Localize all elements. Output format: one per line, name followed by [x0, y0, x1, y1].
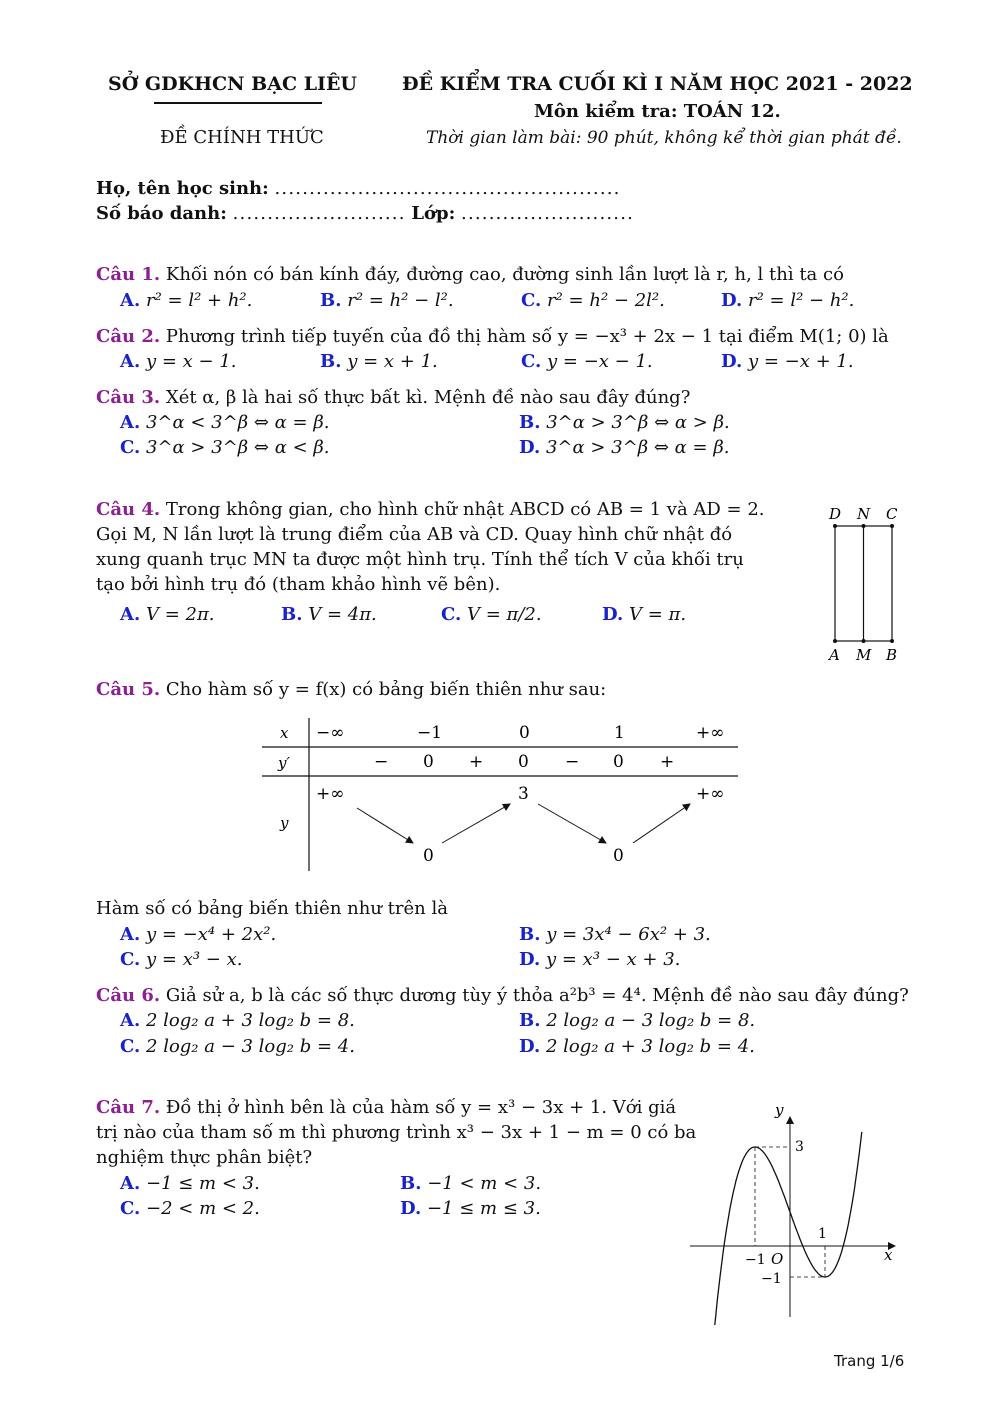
- option-key: C.: [521, 351, 542, 372]
- cubic-graph: [685, 1095, 905, 1325]
- question-text: Xét α, β là hai số thực bất kì. Mệnh đề nào sau đây đúng?: [165, 387, 691, 408]
- table-x-label: x: [280, 724, 289, 742]
- sign: −: [374, 752, 389, 772]
- option-value: y = x³ − x + 3.: [545, 949, 681, 970]
- arrow-down: [357, 808, 413, 843]
- option-value: V = π/2.: [467, 604, 542, 625]
- option-row: [120, 948, 242, 972]
- question-text: Cho hàm số y = f(x) có bảng biến thiên như sau:: [165, 679, 607, 700]
- option-value: −1 ≤ m < 3.: [145, 1173, 260, 1194]
- y-value: 3: [518, 784, 529, 804]
- option-row: [721, 350, 854, 374]
- option-row: [519, 948, 680, 972]
- option-row: [602, 603, 686, 627]
- option-value: −1 ≤ m ≤ 3.: [426, 1198, 541, 1219]
- option-key: A.: [120, 412, 141, 433]
- cubic-curve: [715, 1132, 862, 1325]
- option-key: C.: [120, 1198, 141, 1219]
- option-row: [120, 1035, 355, 1059]
- y-value: +∞: [696, 784, 725, 804]
- option-row: [721, 289, 854, 313]
- option-row: [120, 436, 330, 460]
- option-value: r² = h² − 2l².: [547, 290, 665, 311]
- option-row: [320, 289, 454, 313]
- option-row: [519, 923, 711, 947]
- table-dy-label: y′: [278, 754, 290, 772]
- question-label: Câu 2.: [96, 326, 161, 347]
- option-row: [120, 289, 252, 313]
- question-label: Câu 1.: [96, 264, 161, 285]
- student-id-row: [96, 202, 634, 226]
- sign: −: [565, 752, 580, 772]
- point-c: [890, 524, 894, 528]
- option-row: [521, 289, 665, 313]
- option-value: −1 < m < 3.: [427, 1173, 542, 1194]
- option-value: 3^α < 3^β ⇔ α = β.: [145, 412, 330, 433]
- y-value: 0: [423, 846, 434, 866]
- question-4: [96, 498, 765, 522]
- arrow-up: [633, 804, 690, 843]
- option-value: 2 log₂ a + 3 log₂ b = 8.: [145, 1010, 355, 1031]
- option-key: A.: [120, 604, 141, 625]
- option-row: [281, 603, 377, 627]
- label-b: B: [886, 646, 898, 664]
- label-m: M: [856, 646, 872, 664]
- arrow-up: [442, 804, 510, 843]
- question-text: Giả sử a, b là các số thực dương tùy ý thỏa a²b³ = 4⁴. Mệnh đề nào sau đây đúng?: [165, 985, 909, 1006]
- school-department: SỞ GDKHCN BẠC LIÊU: [108, 73, 357, 95]
- official-label: ĐỀ CHÍNH THỨC: [160, 127, 324, 148]
- sign: +: [469, 752, 484, 772]
- option-value: y = −x⁴ + 2x².: [145, 924, 277, 945]
- option-value: V = 2π.: [145, 604, 215, 625]
- tick-minus-1-y: −1: [761, 1271, 782, 1287]
- option-row: [521, 350, 653, 374]
- point-n: [862, 524, 866, 528]
- question-5: [96, 678, 606, 702]
- exam-title: ĐỀ KIỂM TRA CUỐI KÌ I NĂM HỌC 2021 - 2022: [402, 73, 913, 95]
- y-value: 0: [613, 846, 624, 866]
- arrow-down: [538, 804, 606, 843]
- point-b: [890, 639, 894, 643]
- student-name-dots: ..................................................: [274, 178, 621, 199]
- question-text: Khối nón có bán kính đáy, đường cao, đường sinh lần lượt là r, h, l thì ta có: [165, 264, 844, 285]
- x-value: 0: [519, 723, 530, 743]
- option-key: D.: [400, 1198, 422, 1219]
- option-value: y = 3x⁴ − 6x² + 3.: [546, 924, 711, 945]
- question-label: Câu 7.: [96, 1097, 161, 1118]
- question-label: Câu 4.: [96, 499, 161, 520]
- option-row: [519, 1009, 755, 1033]
- option-value: r² = l² − h².: [747, 290, 855, 311]
- option-key: B.: [320, 290, 342, 311]
- option-value: 3^α > 3^β ⇔ α = β.: [545, 437, 730, 458]
- y-axis-label: y: [775, 1101, 784, 1119]
- option-row: [519, 411, 730, 435]
- option-key: D.: [519, 1036, 541, 1057]
- label-a: A: [829, 646, 840, 664]
- option-row: [441, 603, 542, 627]
- student-name-label: Họ, tên học sinh:: [96, 178, 269, 199]
- exam-time: Thời gian làm bài: 90 phút, không kể thời gian phát đề.: [426, 128, 902, 148]
- option-row: [400, 1197, 541, 1221]
- option-value: y = x³ − x.: [146, 949, 243, 970]
- exam-subject: Môn kiểm tra: TOÁN 12.: [534, 101, 781, 122]
- sign: 0: [518, 752, 529, 772]
- option-key: D.: [721, 351, 743, 372]
- option-value: y = −x + 1.: [747, 351, 854, 372]
- option-value: V = π.: [628, 604, 687, 625]
- x-value: +∞: [696, 723, 725, 743]
- option-key: D.: [519, 949, 541, 970]
- question-text: Gọi M, N lần lượt là trung điểm của AB và CD. Quay hình chữ nhật đó: [96, 524, 733, 545]
- option-key: C.: [120, 437, 141, 458]
- x-axis-label: x: [884, 1246, 893, 1264]
- question-2: [96, 325, 889, 349]
- option-key: A.: [120, 1010, 141, 1031]
- question-3: [96, 386, 690, 410]
- question-text: nghiệm thực phân biệt?: [96, 1147, 313, 1168]
- question-text: trị nào của tham số m thì phương trình x³ − 3x + 1 − m = 0 có ba: [96, 1122, 697, 1143]
- option-key: D.: [519, 437, 541, 458]
- option-key: C.: [120, 949, 141, 970]
- x-value: 1: [614, 723, 625, 743]
- class-label: Lớp:: [411, 203, 456, 224]
- option-row: [320, 350, 438, 374]
- option-row: [120, 603, 215, 627]
- y-value: +∞: [316, 784, 345, 804]
- question-label: Câu 6.: [96, 985, 161, 1006]
- option-key: A.: [120, 924, 141, 945]
- header-underline: [154, 102, 322, 104]
- option-row: [120, 350, 237, 374]
- question-1: [96, 263, 844, 287]
- option-value: 3^α > 3^β ⇔ α > β.: [546, 412, 730, 433]
- option-value: 2 log₂ a − 3 log₂ b = 4.: [146, 1036, 355, 1057]
- label-d: D: [829, 505, 842, 523]
- question-text: tạo bởi hình trụ đó (tham khảo hình vẽ bên).: [96, 574, 501, 595]
- option-key: B.: [519, 924, 541, 945]
- option-row: [120, 1197, 260, 1221]
- student-id-label: Số báo danh:: [96, 203, 227, 224]
- option-key: C.: [521, 290, 542, 311]
- option-value: V = 4π.: [308, 604, 377, 625]
- option-key: A.: [120, 1173, 141, 1194]
- label-n: N: [857, 505, 871, 523]
- option-value: −2 < m < 2.: [146, 1198, 260, 1219]
- sign: +: [660, 752, 675, 772]
- option-key: D.: [602, 604, 624, 625]
- option-row: [519, 436, 729, 460]
- option-row: [400, 1172, 541, 1196]
- option-row: [120, 1172, 260, 1196]
- option-value: 2 log₂ a + 3 log₂ b = 4.: [545, 1036, 755, 1057]
- point-d: [833, 524, 837, 528]
- sign: 0: [613, 752, 624, 772]
- question-text: Hàm số có bảng biến thiên như trên là: [96, 898, 448, 919]
- question-7: [96, 1096, 676, 1120]
- sign: 0: [423, 752, 434, 772]
- page-number: Trang 1/6: [834, 1352, 905, 1370]
- point-m: [862, 639, 866, 643]
- x-value: −∞: [316, 723, 345, 743]
- x-value: −1: [417, 723, 443, 743]
- option-key: A.: [120, 351, 141, 372]
- option-value: r² = h² − l².: [347, 290, 454, 311]
- question-6: [96, 984, 909, 1008]
- option-key: B.: [519, 1010, 541, 1031]
- tick-3: 3: [795, 1139, 804, 1155]
- option-key: A.: [120, 290, 141, 311]
- option-row: [120, 923, 276, 947]
- question-label: Câu 3.: [96, 387, 161, 408]
- option-key: B.: [400, 1173, 422, 1194]
- question-text: Trong không gian, cho hình chữ nhật ABCD có AB = 1 và AD = 2.: [165, 499, 765, 520]
- rectangle-figure: [820, 500, 920, 670]
- option-key: C.: [441, 604, 462, 625]
- student-name-row: [96, 177, 621, 201]
- question-label: Câu 5.: [96, 679, 161, 700]
- option-value: 2 log₂ a − 3 log₂ b = 8.: [546, 1010, 756, 1031]
- option-value: r² = l² + h².: [145, 290, 253, 311]
- option-key: C.: [120, 1036, 141, 1057]
- class-dots: .........................: [461, 203, 635, 224]
- option-row: [519, 1035, 755, 1059]
- option-key: D.: [721, 290, 743, 311]
- student-id-dots: .........................: [232, 203, 406, 224]
- variation-table: [260, 716, 750, 876]
- option-row: [120, 411, 329, 435]
- option-value: y = −x − 1.: [547, 351, 653, 372]
- tick-1: 1: [818, 1226, 827, 1242]
- tick-minus-1-x: −1: [745, 1252, 766, 1268]
- table-y-label: y: [280, 814, 289, 832]
- option-row: [120, 1009, 355, 1033]
- option-value: 3^α > 3^β ⇔ α < β.: [146, 437, 330, 458]
- option-key: B.: [281, 604, 303, 625]
- label-c: C: [886, 505, 898, 523]
- option-value: y = x + 1.: [347, 351, 438, 372]
- question-text: xung quanh trục MN ta được một hình trụ. Tính thể tích V của khối trụ: [96, 549, 744, 570]
- option-value: y = x − 1.: [145, 351, 237, 372]
- point-a: [833, 639, 837, 643]
- question-text: Đồ thị ở hình bên là của hàm số y = x³ − 3x + 1. Với giá: [165, 1097, 677, 1118]
- origin-label: O: [771, 1250, 784, 1268]
- option-key: B.: [320, 351, 342, 372]
- option-key: B.: [519, 412, 541, 433]
- question-text: Phương trình tiếp tuyến của đồ thị hàm số y = −x³ + 2x − 1 tại điểm M(1; 0) là: [165, 326, 889, 347]
